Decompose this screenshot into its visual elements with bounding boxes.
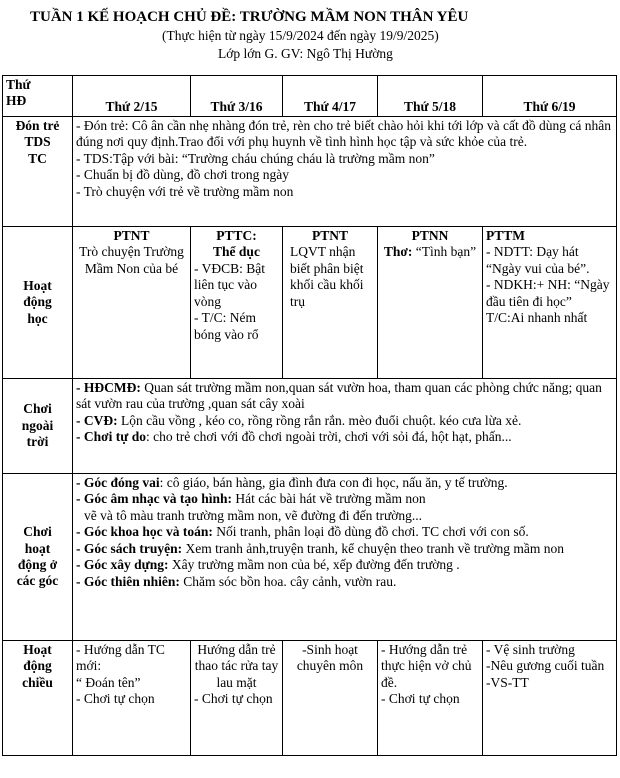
row-choi-ngoai-troi <box>3 379 617 474</box>
choi-goc-content <box>73 474 617 641</box>
label-line: động ở <box>17 557 58 572</box>
hdc-thu-4 <box>283 641 378 756</box>
page-title: TUẦN 1 KẾ HOẠCH CHỦ ĐỀ: TRƯỜNG MẦM NON THÂN YÊU <box>30 9 469 25</box>
hdc-thu-6 <box>483 641 617 756</box>
header-thu-2: Thứ 2/15 <box>73 76 191 117</box>
afternoon-text: “ Đoán tên” <box>76 674 141 690</box>
corner-text: Xem tranh ảnh,truyện tranh, kể chuyện theo tranh về trường mầm non <box>182 540 564 556</box>
label-line: Hoạt <box>23 277 52 293</box>
label-line: TC <box>28 150 47 166</box>
header-thu-hd <box>3 76 73 117</box>
afternoon-text: - Chơi tự chọn <box>381 691 460 707</box>
label-line: ngoài <box>21 417 54 433</box>
header-thu: Thứ <box>6 77 31 92</box>
label-line: học <box>27 310 48 326</box>
afternoon-text: -Sinh hoạt chuyên môn <box>296 642 364 674</box>
afternoon-text: - Chơi tự chọn <box>76 691 155 707</box>
subject-body: - NDKH:+ NH: “Ngày đầu tiên đi học” <box>486 277 610 309</box>
choi-ngoai-troi-content <box>73 379 617 474</box>
label-hoat-dong-hoc <box>3 227 73 379</box>
corner-heading: - Góc thiên nhiên: <box>76 573 180 589</box>
corner-heading: - Góc đóng vai <box>76 475 160 490</box>
subject-body: - NDTT: Dạy hát “Ngày vui của bé”. <box>486 244 590 276</box>
label-line: động <box>23 658 52 674</box>
label-line: Chơi <box>23 401 52 417</box>
activity-text: Quan sát trường mầm non,quan sát vườn hoa, tham quan các phòng chức năng; quan sát vườn rau của trường ,quan sát cây xoài <box>76 380 602 412</box>
corner-text: Hát các bài hát về trường mầm non <box>232 491 426 507</box>
header-thu-3: Thứ 3/16 <box>191 76 283 117</box>
corner-text: Nối tranh, phân loại đồ dùng đồ chơi. TC chơi với con số. <box>212 524 529 540</box>
subject-heading: PTNT <box>311 228 348 243</box>
afternoon-text: -VS-TT <box>486 674 529 690</box>
label-line: TDS <box>24 134 51 150</box>
label-line: Đón trẻ <box>15 118 60 133</box>
corner-heading: - Góc khoa học và toán: <box>76 524 213 540</box>
table-header-row <box>3 76 617 117</box>
activity-heading: - Chơi tự do <box>76 429 146 445</box>
activity-text: Lộn cầu vồng , kéo co, rồng rồng rắn rắn. mèo đuổi chuột. kéo cưa lừa xẻ. <box>117 412 522 428</box>
date-range: (Thực hiện từ ngày 15/9/2024 đến ngày 19/9/2025) <box>162 28 439 43</box>
don-tre-line: - Đón trẻ: Cô ân cần nhẹ nhàng đón trẻ, rèn cho trẻ biết chào hỏi khi tới lớp và cất đồ dùng cá nhân đúng nơi quy định.Trao đổi với phụ huynh về tình hình học tập và sức khỏe của trẻ. <box>76 118 611 150</box>
label-line: chiều <box>22 674 53 690</box>
subject-heading: PTNT <box>113 228 150 243</box>
don-tre-line: - Chuẩn bị đồ dùng, đồ chơi trong ngày <box>76 167 289 183</box>
corner-heading: - Góc xây dựng: <box>76 557 169 573</box>
subject-body: LQVT nhận biết phân biệt khối cầu khối trụ <box>290 244 364 309</box>
subject-body: “Tình bạn” <box>412 244 477 260</box>
corner-text: : cô giáo, bán hàng, gia đình đưa con đi học, nấu ăn, y tế trường. <box>159 475 508 490</box>
label-choi-ngoai-troi <box>3 379 73 474</box>
subject-heading: PTTC: <box>216 228 257 243</box>
don-tre-line: - Trò chuyện với trẻ về trường mầm non <box>76 183 294 199</box>
hdc-thu-3 <box>191 641 283 756</box>
subject-subheading: Thể dục <box>213 244 260 260</box>
subject-body: - VĐCB: Bật liên tục vào vòng <box>194 260 266 309</box>
row-hoat-dong-hoc <box>3 227 617 379</box>
subject-subheading: Thơ: <box>383 244 413 260</box>
header-thu-4: Thứ 4/17 <box>283 76 378 117</box>
label-line: Hoạt <box>23 642 52 657</box>
corner-text: Xây trường mầm non của bé, xếp đường đến trường . <box>168 557 460 573</box>
subject-heading: PTNN <box>411 228 449 243</box>
afternoon-text: - Hướng dẫn trẻ thực hiện vở chủ đề. <box>381 642 472 690</box>
row-choi-goc <box>3 474 617 641</box>
hdh-thu-4 <box>283 227 378 379</box>
weekly-plan-table <box>2 75 617 756</box>
corner-text: vẽ và tô màu tranh trường mầm non, vẽ đường đi đến trường... <box>84 507 423 523</box>
activity-text: : cho trẻ chơi với đồ chơi ngoài trời, chơi với sỏi đá, hột hạt, phấn... <box>145 429 512 445</box>
class-info: Lớp lớn G. GV: Ngô Thị Hường <box>218 46 393 61</box>
activity-heading: - CVĐ: <box>76 412 118 428</box>
label-line: trời <box>26 434 49 450</box>
subject-body: Trò chuyện Trường Mầm Non của bé <box>79 244 184 276</box>
corner-text: Chăm sóc bồn hoa. cây cảnh, vườn rau. <box>179 573 397 589</box>
corner-heading: - Góc sách truyện: <box>76 540 183 556</box>
subject-body: T/C:Ai nhanh nhất <box>486 310 588 326</box>
hdc-thu-5 <box>378 641 483 756</box>
subject-heading: PTTM <box>486 228 525 243</box>
afternoon-text: -Nêu gương cuối tuần <box>486 658 605 674</box>
hdh-thu-3 <box>191 227 283 379</box>
afternoon-text: - Vệ sinh trường <box>486 642 575 657</box>
row-don-tre <box>3 117 617 227</box>
hdh-thu-2 <box>73 227 191 379</box>
hdh-thu-5 <box>378 227 483 379</box>
header-thu-6: Thứ 6/19 <box>483 76 617 117</box>
label-line: hoạt <box>24 540 51 556</box>
label-choi-goc <box>3 474 73 641</box>
row-hoat-dong-chieu <box>3 641 617 756</box>
afternoon-text: - Chơi tự chọn <box>194 691 273 707</box>
hdh-thu-6 <box>483 227 617 379</box>
don-tre-line: - TDS:Tập với bài: “Trường cháu chúng cháu là trường mầm non” <box>76 150 435 166</box>
header-hd: HĐ <box>6 93 27 109</box>
hdc-thu-2 <box>73 641 191 756</box>
subject-body: - T/C: Ném bóng vào rổ <box>194 310 259 342</box>
header-thu-5: Thứ 5/18 <box>378 76 483 117</box>
label-line: Chơi <box>23 524 52 540</box>
label-don-tre <box>3 117 73 227</box>
afternoon-text: - Hướng dẫn TC mới: <box>76 642 165 674</box>
corner-heading: - Góc âm nhạc và tạo hình: <box>76 491 233 507</box>
afternoon-text: Hướng dẫn trẻ thao tác rửa tay lau mặt <box>194 642 279 690</box>
label-line: các góc <box>16 573 59 589</box>
label-hoat-dong-chieu <box>3 641 73 756</box>
don-tre-content <box>73 117 617 227</box>
label-line: động <box>23 294 52 310</box>
activity-heading: - HĐCMĐ: <box>76 380 141 395</box>
